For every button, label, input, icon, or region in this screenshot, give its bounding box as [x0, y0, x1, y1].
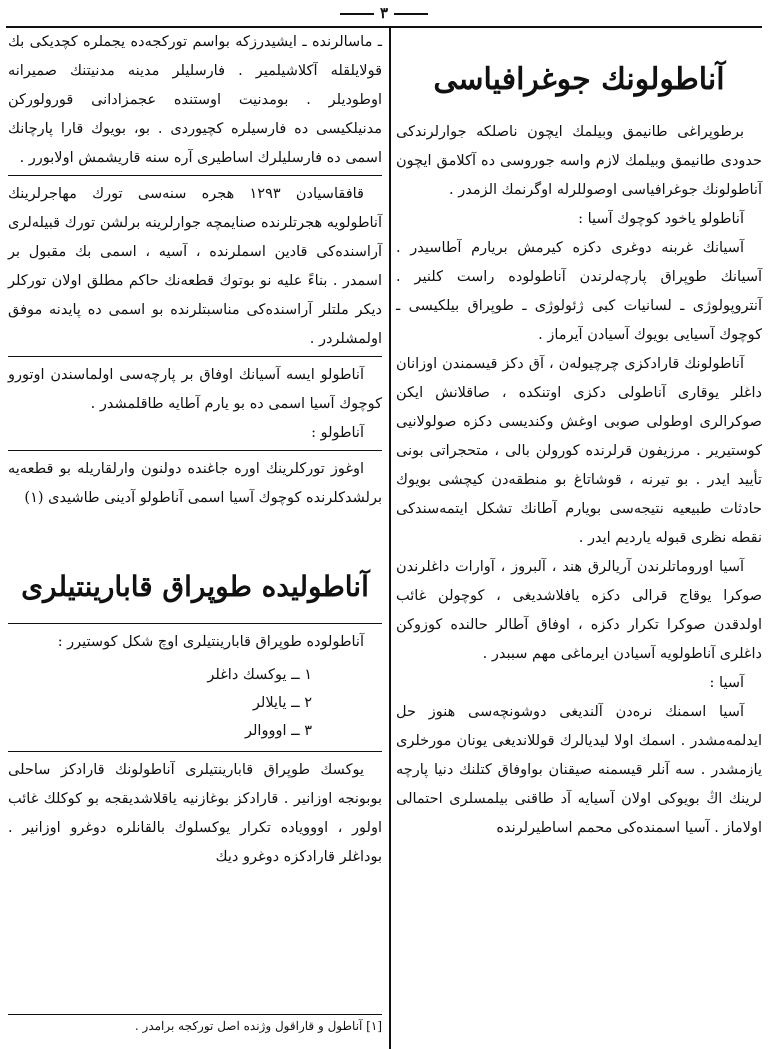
paragraph: اوغوز توركلرينك اوره جاغنده دولنون وارلقاريله بو قطعه‌يه برلشدكلرنده كوچوك آسيا اسمى آناطولو آدينى طاشيدى (١) [8, 461, 382, 506]
paragraph: آسيا اسمنك نره‌دن آلنديغى دوشونچه‌سى هنوز حل ايدلمه‌مشدر . اسمك اولا ليديالرك قوللانديغى يونان مورخلرى يازمشدر . سه آنلر قيسمنه صيقنان بواوفاق كتلنك دنيا پارچه لرينك اڭ بويوكى اولان آسيايه آد طاقنى بيلمسلرى احتمالى اولاماز . آسيا اسمنده‌كى محمم اساطيرلرنده [396, 704, 762, 836]
paragraph-rule [8, 751, 382, 752]
paragraph-rule [8, 356, 382, 357]
subheading: آسيا : [709, 675, 744, 691]
paragraph: آسيا اوروماتلرندن آريالرق هند ، آلبروز ، آوارات داغلرندن صوكرا يوقاج قرالى دكزه يافلاشديغى ، كوچولن غائب اولدقدن صوكرا تكرار دكزه ، اوفاق آطالر حالنده كوزوكن داغلرى آناطولويه آسيادن ايرماغى مهم سببدر . [396, 559, 763, 662]
paragraph: ـ ماسالرنده ـ ايشيدرزكه بواسم توركجه‌ده يجملره كچديكى بك قولايلقله آكلاشيلمير . فارسليلر مدينه مدنيتنك صميرانه اوطوديلر . بومدنيت اوستنده عجمزادانى قورولوركن مدنيلكيسى ده فارسيلره كچيوردى . بو، بويوك قارا پارچانك اسمى ده فارسليلرك اساطيرى آره سنه قاريشمش اولابورر . [8, 34, 382, 166]
page-number: ٣ [0, 4, 768, 22]
relief-list [8, 661, 382, 745]
right-column [396, 28, 762, 843]
paragraph-rule [8, 450, 382, 451]
paragraph: آسيانك غربنه دوغرى دكزه كيرمش بريارم آطاسيدر . آسيانك طوپراق پارچه‌لرندن آناطولوده راست كلنير . آنتروپولوژى ـ لسانيات كبى ژئولوژى ـ طوپراق بيلكيسى ـ كوچوك آسيايى بويوك آسيادن آيرماز . [396, 240, 762, 343]
list-item: ٢ ــ يايلالر [252, 695, 312, 711]
paragraph: آناطولونك قارادكزى چرچيولەن ، آق دكز قيسمندن اوزانان داغلر يوقارى آناطولى دكزى اوتنكده ، صاقلانش ايكن صوكرالرى اوطولى صوبى اوغش وكنديسى دكزه صولولانيى كوستيرير . مرزيفون قرلرنده كورولن بالى ، متحجراتى بونى تأييد ايدر . بو تيرنه ، قوشاتاغ بو منطقه‌دن كيچشى بويوك حادثات طبيعيه نتيجه‌سى بويارم آطانك تشكل ايتمه‌سندكى نقطه نظرى قبوله يارديم ايدر . [396, 356, 762, 546]
footnote: [١] آناطول و قاراقول وژنده اصل توركجه برامدر . [8, 1014, 382, 1035]
section-title: آناطولونك جوغرافياسى [433, 62, 725, 97]
paragraph-rule [8, 175, 382, 176]
list-item: ١ ــ يوكسك داغلر [207, 667, 312, 683]
list-item: ٣ ــ اوووالر [245, 723, 312, 739]
paragraph: يوكسك طوپراق قابارينتيلرى آناطولونك قاراد‌كز ساحلى بوبونجه اوزانير . قارادكز بوغازنيه ياقلاشديقجه بو كوكلك غائب اولور ، اووويادە تكرار يوكسلوك بالقانلره دوغرو اوزانير . بوداغلر قارادكزه دوغرو ديك [8, 762, 382, 865]
paragraph: برطوپراغى طانيمق وبيلمك ايچون ناصلكه جوارلرندكى حدودى طانيمق وبيلمك لازم واسه جوروسى ده آكلامق ايچون آناطولونك جوغرافياسى اوصوللرله اوگرنمك الزمدر . [396, 124, 762, 198]
subheading: آناطولو ياخود كوچوك آسيا : [578, 211, 744, 227]
subheading: آناطولو : [311, 425, 364, 441]
section-title-2: آناطوليده طوپراق قابارينتيلرى [21, 570, 369, 603]
paragraph: قافقاسيادن ١٢٩٣ هجره سنه‌سى تورك مهاجرلرينك آناطولويه هجرتلرنده صنايمچه جوارلرينه برلشن تورك قبيله‌لرى آراسنده‌كى قادين اسملرنده ، آسيه ، اسمى بك مقبول بر اسمدر . بناءً عليه نو بوتوك قطعه‌نك حاكم مطلق اولان توركلر ديكر ملتلر آراسنده‌كى مناسبتلرنده بو اسمى ده پايدنه موفق اولمشلردر . [8, 186, 382, 347]
column-divider [389, 26, 391, 1049]
paragraph: آناطولو ايسه آسيانك اوفاق بر پارچه‌سى اولماسندن اوتورو كوچوك آسيا اسمى ده بو يارم آطايه طاقلمشدر . [8, 367, 382, 412]
left-column [8, 28, 382, 872]
paragraph-rule [8, 623, 382, 624]
paragraph: آناطولوده طوپراق قابارينتيلرى اوچ شكل كوستيرر : [57, 634, 364, 650]
